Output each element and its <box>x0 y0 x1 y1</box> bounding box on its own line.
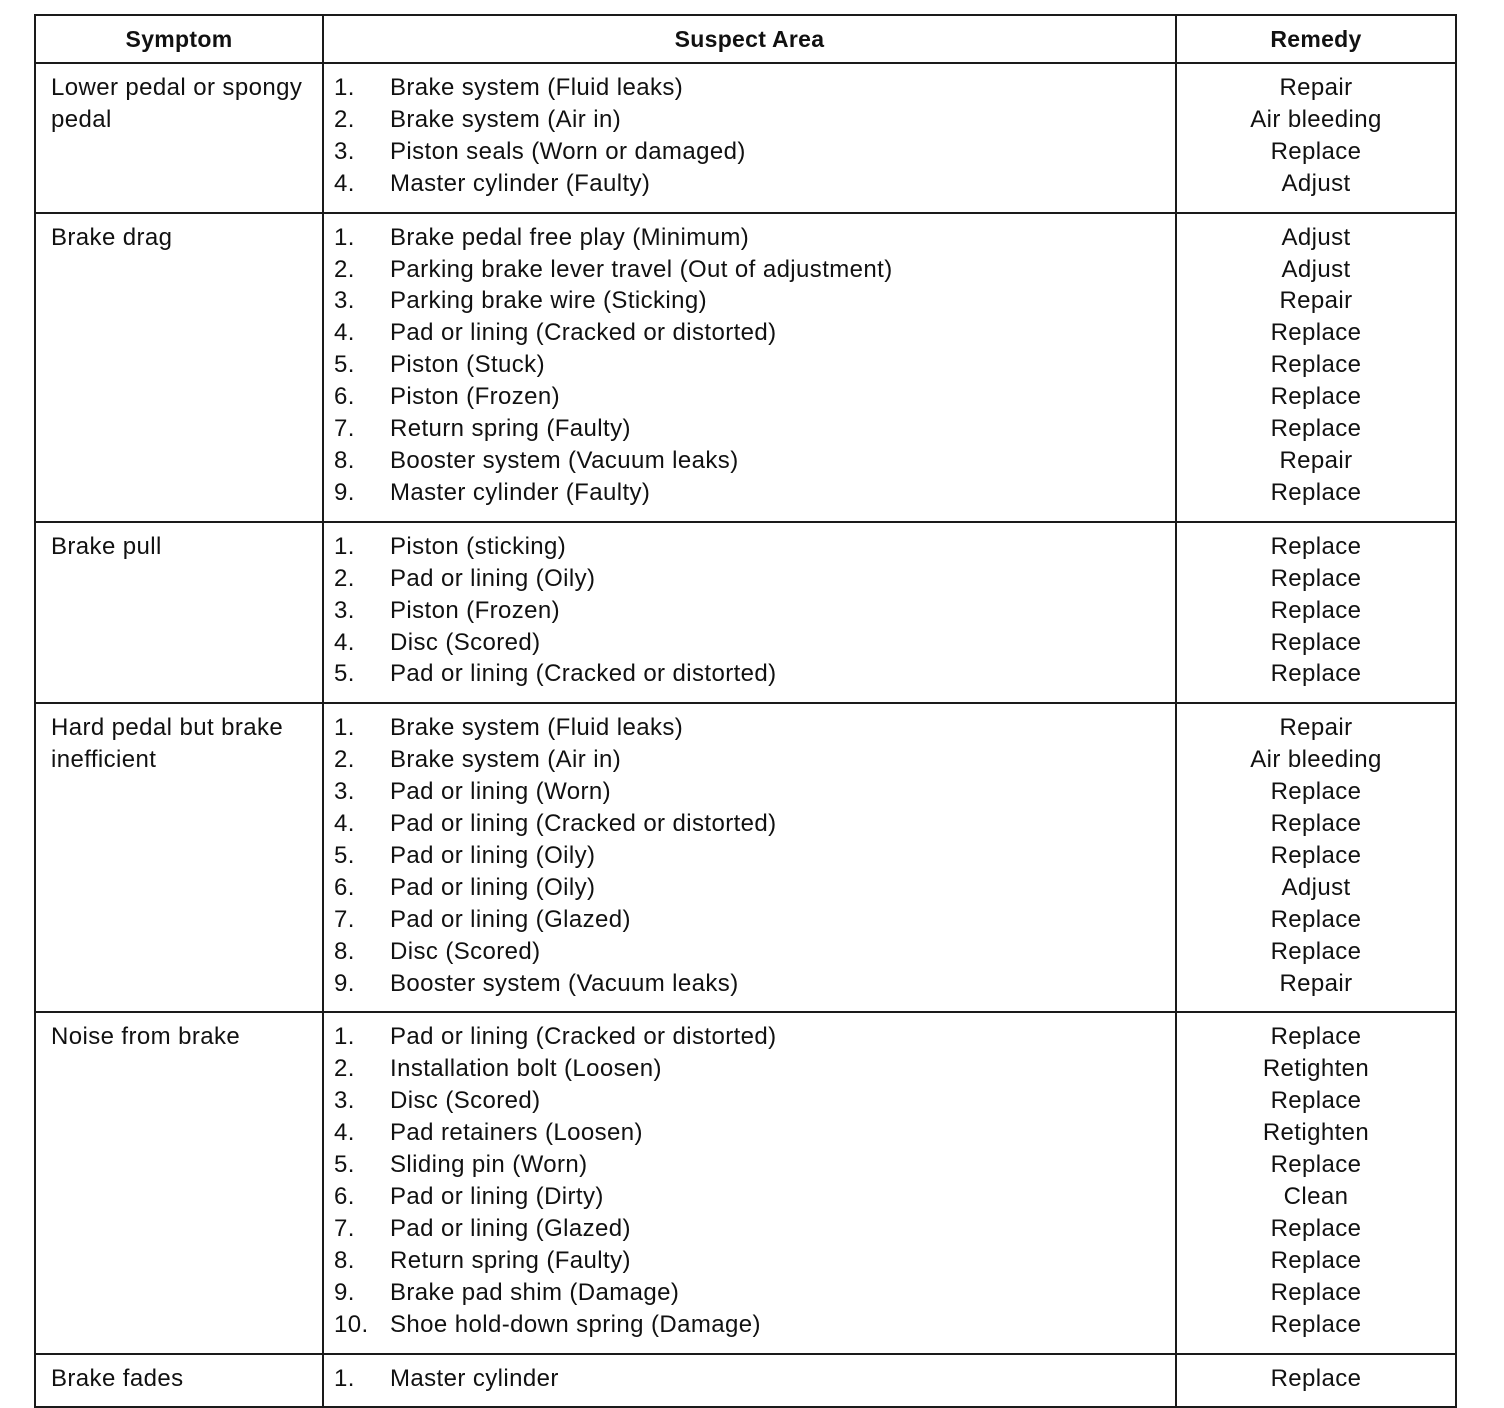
remedy-text: Repair <box>1279 287 1353 315</box>
suspect-item <box>334 445 1165 477</box>
suspect-item <box>334 595 1165 627</box>
suspect-item <box>334 1085 1165 1117</box>
remedy-text: Replace <box>1270 1310 1362 1338</box>
item-text: Master cylinder <box>390 1364 559 1392</box>
remedy-text: Replace <box>1270 415 1362 443</box>
suspect-item <box>334 285 1165 317</box>
remedy-cell <box>1176 213 1456 522</box>
remedy-cell <box>1176 703 1456 1012</box>
item-number: 8. <box>334 937 355 965</box>
suspect-item <box>334 776 1165 808</box>
remedy-text: Replace <box>1270 596 1362 624</box>
remedy-text: Replace <box>1270 660 1362 688</box>
remedy-text: Retighten <box>1262 1119 1370 1147</box>
item-text: Pad or lining (Oily) <box>390 841 596 869</box>
item-text: Return spring (Faulty) <box>390 415 631 443</box>
item-number: 7. <box>334 905 355 933</box>
table-row <box>35 1354 1456 1408</box>
item-text: Parking brake lever travel (Out of adjustment) <box>390 255 893 283</box>
remedy-text: Replace <box>1270 1087 1362 1115</box>
item-text: Brake system (Fluid leaks) <box>390 74 684 101</box>
remedy-text: Replace <box>1270 319 1362 347</box>
remedy-text: Replace <box>1270 351 1362 379</box>
remedy-cell <box>1176 63 1456 213</box>
remedy-text: Replace <box>1270 564 1362 592</box>
suspect-item <box>334 1117 1165 1149</box>
remedy-text: Replace <box>1270 937 1362 965</box>
item-text: Brake system (Air in) <box>390 105 622 133</box>
item-text: Brake pedal free play (Minimum) <box>390 223 750 251</box>
remedy-text: Replace <box>1270 778 1362 806</box>
remedy-text: Air bleeding <box>1250 105 1382 133</box>
suspect-item <box>334 222 1165 254</box>
item-text: Disc (Scored) <box>390 628 541 656</box>
item-number: 3. <box>334 778 355 806</box>
symptom-cell: Hard pedal but brake inefficient <box>35 703 323 1012</box>
suspect-item <box>334 531 1165 563</box>
suspect-area-cell <box>323 1012 1176 1353</box>
item-number: 8. <box>334 446 355 474</box>
suspect-item <box>334 658 1165 690</box>
item-number: 1. <box>334 532 355 560</box>
item-text: Piston (Stuck) <box>390 351 545 379</box>
item-text: Booster system (Vacuum leaks) <box>390 969 739 997</box>
item-number: 3. <box>334 137 355 165</box>
remedy-text: Replace <box>1270 1151 1362 1179</box>
suspect-item <box>334 872 1165 904</box>
suspect-item <box>334 1021 1165 1053</box>
remedy-text: Repair <box>1279 446 1353 474</box>
item-number: 4. <box>334 628 355 656</box>
suspect-item <box>334 936 1165 968</box>
suspect-area-cell <box>323 703 1176 1012</box>
item-number: 9. <box>334 1278 355 1306</box>
item-number: 1. <box>334 1364 355 1392</box>
item-text: Pad or lining (Oily) <box>390 873 596 901</box>
item-text: Piston (sticking) <box>390 532 567 560</box>
item-number: 5. <box>334 351 355 379</box>
remedy-text: Adjust <box>1281 223 1351 251</box>
remedy-text: Replace <box>1270 1246 1362 1274</box>
suspect-item <box>334 808 1165 840</box>
remedy-text: Replace <box>1270 478 1362 506</box>
item-text: Disc (Scored) <box>390 1087 541 1115</box>
item-number: 4. <box>334 319 355 347</box>
item-number: 2. <box>334 1055 355 1083</box>
item-text: Brake pad shim (Damage) <box>390 1278 680 1306</box>
suspect-item <box>334 1181 1165 1213</box>
header-remedy: Remedy <box>1176 15 1456 63</box>
item-text: Master cylinder (Faulty) <box>390 169 651 197</box>
item-number: 2. <box>334 564 355 592</box>
item-number: 9. <box>334 478 355 506</box>
item-text: Brake system (Fluid leaks) <box>390 714 684 742</box>
remedy-text: Replace <box>1270 841 1362 869</box>
troubleshooting-table <box>34 14 1457 1408</box>
remedy-text: Retighten <box>1262 1055 1370 1083</box>
remedy-text: Air bleeding <box>1250 746 1382 774</box>
remedy-text: Replace <box>1270 383 1362 411</box>
table-row <box>35 213 1456 522</box>
item-number: 5. <box>334 841 355 869</box>
suspect-item <box>334 1309 1165 1341</box>
remedy-text: Replace <box>1270 905 1362 933</box>
suspect-item <box>334 381 1165 413</box>
table-body <box>35 63 1456 1407</box>
suspect-item <box>334 136 1165 168</box>
item-text: Pad or lining (Dirty) <box>390 1183 604 1210</box>
item-text: Piston (Frozen) <box>390 383 561 411</box>
suspect-item <box>334 712 1165 744</box>
item-number: 2. <box>334 255 355 283</box>
table-row <box>35 1012 1456 1353</box>
suspect-item <box>334 840 1165 872</box>
suspect-area-cell <box>323 213 1176 522</box>
suspect-item <box>334 254 1165 286</box>
table-row <box>35 703 1456 1012</box>
remedy-text: Replace <box>1270 628 1362 656</box>
remedy-text: Adjust <box>1281 255 1351 283</box>
item-text: Pad or lining (Glazed) <box>390 905 631 933</box>
item-text: Pad or lining (Oily) <box>390 564 596 592</box>
symptom-cell: Brake pull <box>35 522 323 704</box>
suspect-item <box>334 317 1165 349</box>
suspect-item <box>334 1213 1165 1245</box>
symptom-cell: Brake fades <box>35 1354 323 1408</box>
suspect-item <box>334 627 1165 659</box>
remedy-text: Replace <box>1270 1364 1362 1392</box>
remedy-text: Adjust <box>1281 873 1351 901</box>
item-number: 5. <box>334 1151 355 1179</box>
remedy-cell <box>1176 1012 1456 1353</box>
item-text: Booster system (Vacuum leaks) <box>390 446 739 474</box>
item-text: Pad or lining (Worn) <box>390 778 611 806</box>
item-number: 3. <box>334 287 355 315</box>
item-text: Piston (Frozen) <box>390 596 561 624</box>
suspect-item <box>334 349 1165 381</box>
item-text: Installation bolt (Loosen) <box>390 1055 662 1083</box>
item-text: Brake system (Air in) <box>390 746 622 774</box>
item-number: 2. <box>334 746 355 774</box>
item-number: 6. <box>334 1183 355 1210</box>
item-number: 2. <box>334 105 355 133</box>
troubleshooting-document <box>34 14 1455 1408</box>
item-number: 9. <box>334 969 355 997</box>
suspect-item <box>334 477 1165 509</box>
item-text: Pad or lining (Glazed) <box>390 1214 631 1242</box>
remedy-text: Replace <box>1270 1278 1362 1306</box>
remedy-text: Repair <box>1279 969 1353 997</box>
header-row <box>35 15 1456 63</box>
remedy-text: Replace <box>1270 1214 1362 1242</box>
item-text: Pad or lining (Cracked or distorted) <box>390 810 777 838</box>
remedy-cell <box>1176 1354 1456 1408</box>
item-number: 1. <box>334 223 355 251</box>
remedy-text: Replace <box>1270 810 1362 838</box>
suspect-item <box>334 72 1165 104</box>
suspect-item <box>334 968 1165 1000</box>
header-suspect-area: Suspect Area <box>323 15 1176 63</box>
suspect-item <box>334 563 1165 595</box>
remedy-text: Adjust <box>1281 169 1351 197</box>
remedy-text: Replace <box>1270 1023 1362 1051</box>
symptom-cell: Lower pedal or spongy pedal <box>35 63 323 213</box>
item-number: 1. <box>334 74 355 101</box>
item-text: Parking brake wire (Sticking) <box>390 287 708 315</box>
item-number: 3. <box>334 1087 355 1115</box>
suspect-item <box>334 413 1165 445</box>
item-text: Pad or lining (Cracked or distorted) <box>390 319 777 347</box>
table-row <box>35 522 1456 704</box>
item-number: 4. <box>334 169 355 197</box>
item-number: 6. <box>334 873 355 901</box>
item-number: 1. <box>334 1023 355 1051</box>
item-number: 10. <box>334 1310 369 1338</box>
item-text: Pad or lining (Cracked or distorted) <box>390 1023 777 1051</box>
item-number: 5. <box>334 660 355 688</box>
item-number: 7. <box>334 1214 355 1242</box>
remedy-text: Replace <box>1270 532 1362 560</box>
item-text: Return spring (Faulty) <box>390 1246 631 1274</box>
symptom-cell: Brake drag <box>35 213 323 522</box>
suspect-area-cell <box>323 1354 1176 1408</box>
item-text: Pad or lining (Cracked or distorted) <box>390 660 777 688</box>
item-number: 3. <box>334 596 355 624</box>
item-text: Piston seals (Worn or damaged) <box>390 137 746 165</box>
item-number: 4. <box>334 810 355 838</box>
item-number: 7. <box>334 415 355 443</box>
suspect-item <box>334 904 1165 936</box>
suspect-item <box>334 168 1165 200</box>
symptom-cell: Noise from brake <box>35 1012 323 1353</box>
remedy-text: Replace <box>1270 137 1362 165</box>
remedy-cell <box>1176 522 1456 704</box>
item-text: Disc (Scored) <box>390 937 541 965</box>
suspect-area-cell <box>323 522 1176 704</box>
suspect-item <box>334 1245 1165 1277</box>
remedy-text: Repair <box>1279 74 1353 101</box>
remedy-text: Clean <box>1283 1183 1349 1210</box>
item-text: Sliding pin (Worn) <box>390 1151 588 1179</box>
item-number: 4. <box>334 1119 355 1147</box>
table-row <box>35 63 1456 213</box>
item-text: Shoe hold-down spring (Damage) <box>390 1310 761 1338</box>
item-text: Master cylinder (Faulty) <box>390 478 651 506</box>
remedy-text: Repair <box>1279 714 1353 742</box>
suspect-item <box>334 1053 1165 1085</box>
header-symptom: Symptom <box>35 15 323 63</box>
suspect-item <box>334 1277 1165 1309</box>
suspect-item <box>334 1149 1165 1181</box>
item-number: 8. <box>334 1246 355 1274</box>
item-number: 6. <box>334 383 355 411</box>
suspect-item <box>334 744 1165 776</box>
item-text: Pad retainers (Loosen) <box>390 1119 643 1147</box>
suspect-area-cell <box>323 63 1176 213</box>
item-number: 1. <box>334 714 355 742</box>
suspect-item <box>334 104 1165 136</box>
